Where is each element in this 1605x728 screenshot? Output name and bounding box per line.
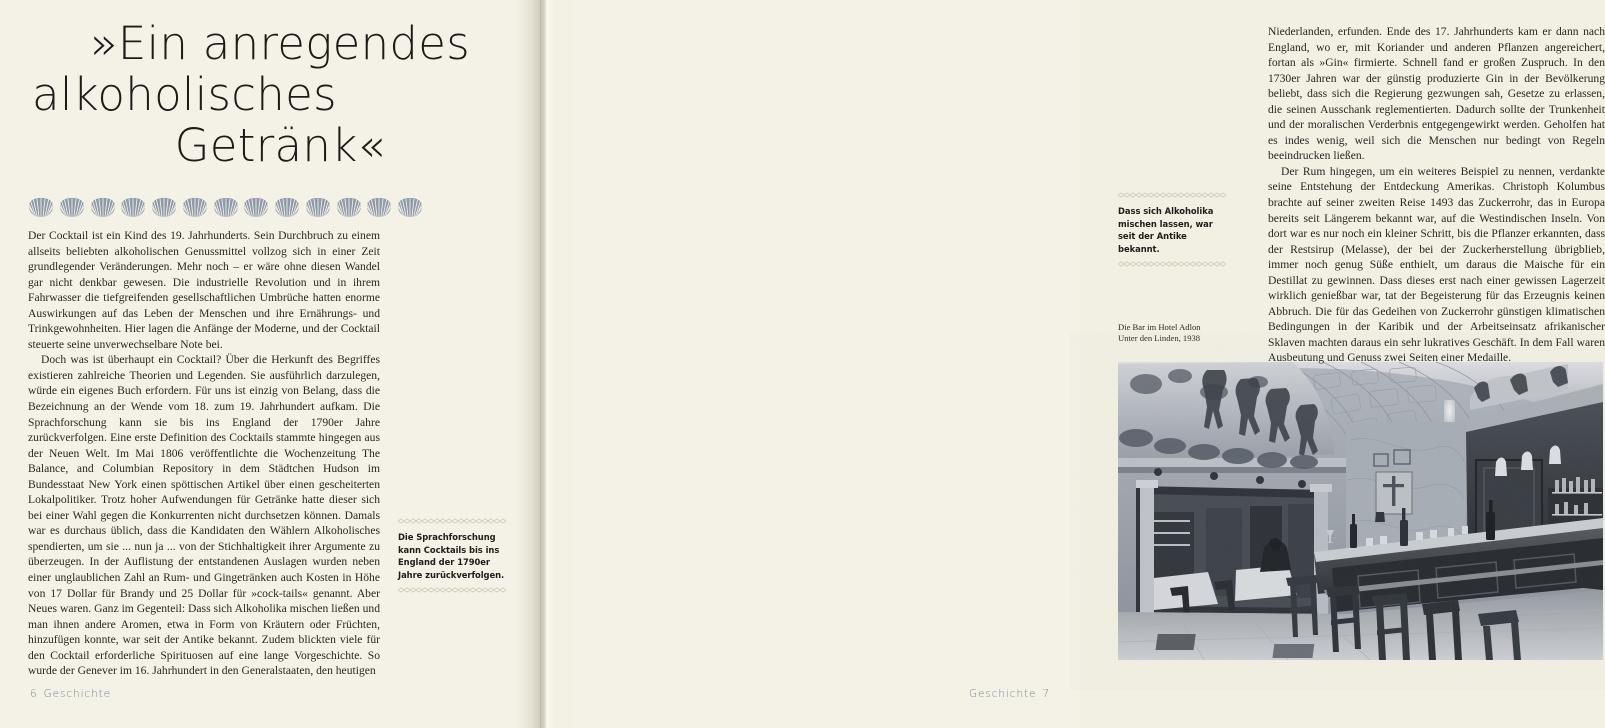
shell-fan-ornament-row xyxy=(28,192,423,218)
shell-fan-icon xyxy=(28,197,54,218)
historic-bar-photograph xyxy=(1118,362,1603,660)
margin-note-left xyxy=(398,518,506,593)
shell-fan-icon xyxy=(213,197,239,218)
paragraph: Doch was ist überhaupt ein Cocktail? Über die Herkunft des Begriffes existieren zahlreiche Theorien und Legenden. Sie ausführlich darzulegen, würde ein eigenes Buch erfordern. Für uns ist einzig von Belang, dass die Bezeichnung an der Wende vom 18. zum 19. Jahrhundert aufkam. Die Sprachforschung kann sie bis ins England der 1790er Jahre zurückverfolgen. Eine erste Definition des Cocktails stammte hingegen aus der Neuen Welt. Im Mai 1806 veröffentlichte die Wochenzeitung The Balance, and Columbian Repository in dem Städtchen Hudson im Bundesstaat New York einen spöttischen Artikel über einen gescheiterten Lokalpolitiker. Trotz hoher Aufwendungen für Getränke hatte dieser sich bei einer Wahl gegen die Konkurrenten nicht durchsetzen können. Damals war es durchaus üblich, dass die Kandidaten den Wählern Alkoholisches spendierten, um sie ... nun ja ... von der Stichhaltigkeit ihrer Argumente zu überzeugen. In der Auflistung der entstandenen Auslagen wurden neben einer unglaublichen Zahl an Rum- und Gingetränken auch Kosten in Höhe von 17 Dollar für Brandy und 25 Dollar für »cock-tails« genannt. Aber Neues waren. Ganz im Gegenteil: Dass sich Alkoholika mischen ließen und man ihnen andere Aromen, etwa in Form von Kräutern oder Früchten, hinzufügen konnte, war seit der Antike bekannt. Zudem blickten viele für den Cocktail erforderliche Spirituosen auf eine lange Vorgeschichte. So wurde der Genever im 16. Jahrhundert in den Generalstaaten, den heutigen xyxy=(28,353,380,678)
title-line-2: alkoholisches xyxy=(32,68,337,121)
shell-fan-icon xyxy=(366,197,392,218)
title-line-3: Getränk« xyxy=(174,119,386,172)
shell-fan-icon xyxy=(243,197,269,218)
gutter-fold-line xyxy=(540,0,541,728)
photo-caption-line-1: Die Bar im Hotel Adlon xyxy=(1118,322,1201,332)
shell-fan-icon xyxy=(336,197,362,218)
left-body-column xyxy=(28,228,380,679)
page-title xyxy=(30,18,470,171)
shell-fan-icon xyxy=(182,197,208,218)
folio-number: 7 xyxy=(1042,688,1050,700)
folio-label: Geschichte xyxy=(43,688,112,700)
shell-fan-icon xyxy=(120,197,146,218)
shell-fan-icon xyxy=(305,197,331,218)
margin-note-text: Die Sprachforschung kann Cocktails bis ins England der 1790er Jahre zurückverfolgen. xyxy=(398,532,505,580)
margin-note-text: Dass sich Alkoholika mischen lassen, war seit der Antike bekannt. xyxy=(1118,206,1214,254)
photo-caption-line-2: Unter den Linden, 1938 xyxy=(1118,333,1201,344)
shell-fan-icon xyxy=(90,197,116,218)
margin-note-right xyxy=(1118,192,1226,267)
shell-fan-icon xyxy=(274,197,300,218)
shell-fan-icon xyxy=(151,197,177,218)
bar-interior-illustration xyxy=(1118,362,1603,660)
diamond-chain-rule-icon xyxy=(1118,192,1226,198)
title-line-1: »Ein anregendes xyxy=(90,17,470,70)
folio-right xyxy=(969,688,1050,700)
paragraph: Der Cocktail ist ein Kind des 19. Jahrhunderts. Sein Durchbruch zu einem allseits beliebten alkoholischen Genussmittel vollzog sich in einer Zeit grundlegender Veränderungen. Mehr noch – er wäre ohne diesen Wandel gar nicht denkbar gewesen. Die industrielle Revolution und in ihrem Fahrwasser die tiefgreifenden gesellschaftlichen Umbrüche hatten enorme Auswirkungen auf das Leben der Menschen und ihre Ernährungs- und Trinkgewohnheiten. Hier lagen die Anfänge der Moderne, und der Cocktail steuerte seine unverwechselbare Note bei. xyxy=(28,229,380,351)
photo-caption xyxy=(1118,322,1278,345)
right-page xyxy=(540,0,1605,728)
folio-left xyxy=(30,688,111,700)
diamond-chain-rule-icon xyxy=(398,518,506,524)
folio-number: 6 xyxy=(30,688,38,700)
diamond-chain-rule-icon xyxy=(1118,261,1226,267)
right-body-column xyxy=(1268,24,1605,366)
shell-fan-icon xyxy=(59,197,85,218)
left-page xyxy=(0,0,540,728)
folio-label: Geschichte xyxy=(968,688,1037,700)
shell-fan-icon xyxy=(397,197,423,218)
paragraph: Der Rum hingegen, um ein weiteres Beispiel zu nennen, verdankte seine Entstehung der Entdeckung Amerikas. Christoph Kolumbus brachte auf seiner zweiten Reise 1493 das Zuckerrohr, das in Europa bereits seit Längerem bekannt war, auf die Westindischen Inseln. Von dort war es nur noch ein kleiner Schritt, bis die Pflanzer erkannten, dass der Restsirup (Melasse), der bei der Zuckerherstellung übrigblieb, immer noch genug Süße enthielt, um daraus die Maische für ein Destillat zu gewinnen. Dass dieses erst nach einer gewissen Lagerzeit wirklich genießbar war, tat der Begeisterung für das Erzeugnis keinen Abbruch. Die für das Gedeihen von Zuckerrohr günstigen klimatischen Bedingungen in der Karibik und der Arbeitseinsatz afrikanischer Sklaven machten daraus ein sehr lukratives Geschäft. In dem Fall waren Ausbeutung und Genuss zwei Seiten einer Medaille. xyxy=(1268,164,1605,365)
paragraph: Niederlanden, erfunden. Ende des 17. Jahrhunderts kam er dann nach England, wo er, mit Koriander und anderen Pflanzen angereichert, fortan als »Gin« firmierte. Schnell fand er großen Zuspruch. In den 1730er Jahren war der günstig produzierte Gin in der Bevölkerung beliebt, dass sich die Regierung gezwungen sah, Gesetze zu erlassen, die seinen Ausschank reglementierten. Dadurch sollte der Trunkenheit und der moralischen Verderbnis entgegengewirkt werden. Geholfen hat es indes wenig, weil sich die Menschen nur bedingt von Regeln beeindrucken ließen. xyxy=(1268,25,1605,163)
diamond-chain-rule-icon xyxy=(398,587,506,593)
